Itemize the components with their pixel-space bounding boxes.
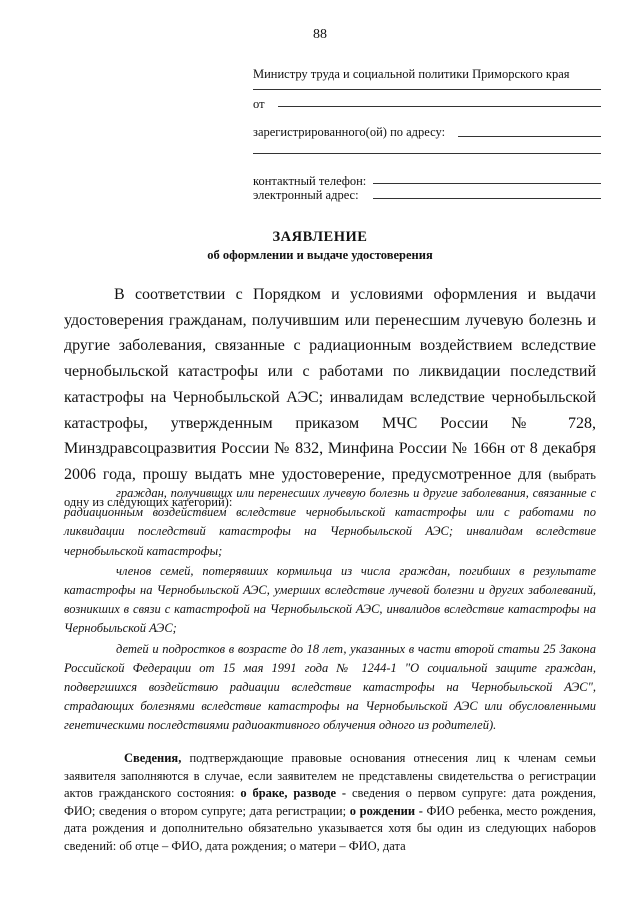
info-lead: Сведения, (124, 751, 182, 765)
main-paragraph (64, 282, 596, 515)
phone-label: контактный телефон: (253, 174, 367, 188)
address-field-1[interactable] (458, 136, 601, 137)
email-field[interactable] (373, 198, 601, 199)
from-field[interactable] (278, 106, 601, 107)
category-option[interactable]: граждан, получивших или перенесших лучевую болезнь и другие заболевания, связанные с радиационным воздействием вследствие чернобыльской катастрофы или с работами по ликвидации последствий катастрофы на Чернобыльской АЭС; инвалидам вследствие чернобыльской катастрофы; (64, 486, 596, 558)
choose-note: (выбрать одну из следующих категорий): (64, 467, 596, 509)
info-paragraph (64, 750, 596, 856)
page-number: 88 (313, 27, 327, 42)
document-title: ЗАЯВЛЕНИЕ (272, 229, 368, 245)
from-label: от (253, 97, 265, 111)
email-label: электронный адрес: (253, 188, 359, 202)
category-option[interactable]: детей и подростков в возрасте до 18 лет, указанных в части второй статьи 25 Закона Российской Федерации от 15 мая 1991 года № 1244-1 "О социальной защите граждан, подвергшихся воздействию радиации вследствие катастрофы на Чернобыльской АЭС", страдающих болезнями вследствие катастрофы на Чернобыльской АЭС или обусловленными генетическими последствиями радиоактивного облучения одного из родителей). (64, 641, 596, 733)
addressee-rule (253, 89, 601, 90)
address-field-2[interactable] (253, 153, 601, 154)
info-bold-birth: о рождении - (349, 803, 423, 818)
info-bold-marriage: о браке, разводе - (240, 786, 347, 801)
info-text-1: подтверждающие правовые основания отнесения лиц к членам семьи заявителя заполняются в случае, если заявителем не представлены свидетельства о регистрации актов гражданского состояния: (64, 751, 596, 801)
category-list (64, 484, 596, 736)
info-text-3: ФИО ребенка, место рождения, дата рождения и дополнительно обязательно указывается хотя бы один из следующих наборов сведений: об отце – ФИО, дата рождения; о матери – ФИО, дата (64, 803, 596, 853)
info-text-2: сведения о первом супруге: дата рождения, ФИО; сведения о втором супруге; дата регистрации; (64, 786, 596, 818)
addressee-line: Министру труда и социальной политики Приморского края (253, 67, 570, 81)
registered-address-label: зарегистрированного(ой) по адресу: (253, 125, 446, 139)
document-subtitle: об оформлении и выдаче удостоверения (207, 248, 433, 262)
phone-field[interactable] (373, 183, 601, 184)
category-option[interactable]: членов семей, потерявших кормильца из числа граждан, погибших в результате катастрофы на Чернобыльской АЭС, умерших вследствие лучевой болезни и других заболеваний, возникших в связи с катастрофой на Чернобыльской АЭС, инвалидов вследствие катастрофы на Чернобыльской АЭС; (64, 563, 596, 636)
main-text: В соответствии с Порядком и условиями оформления и выдачи удостоверения гражданам, получившим или перенесшим лучевую болезнь и другие заболевания, связанные с радиационным воздействием вследствие чернобыльской катастрофы или с работами по ликвидации последствий катастрофы на Чернобыльской АЭС; инвалидам вследствие чернобыльской катастрофы, утвержденным приказом МЧС России № 728, Минздравсоцразвития России № 832, Минфина России № 166н от 8 декабря 2006 года, прошу выдать мне удостоверение, предусмотренное для (64, 286, 596, 483)
